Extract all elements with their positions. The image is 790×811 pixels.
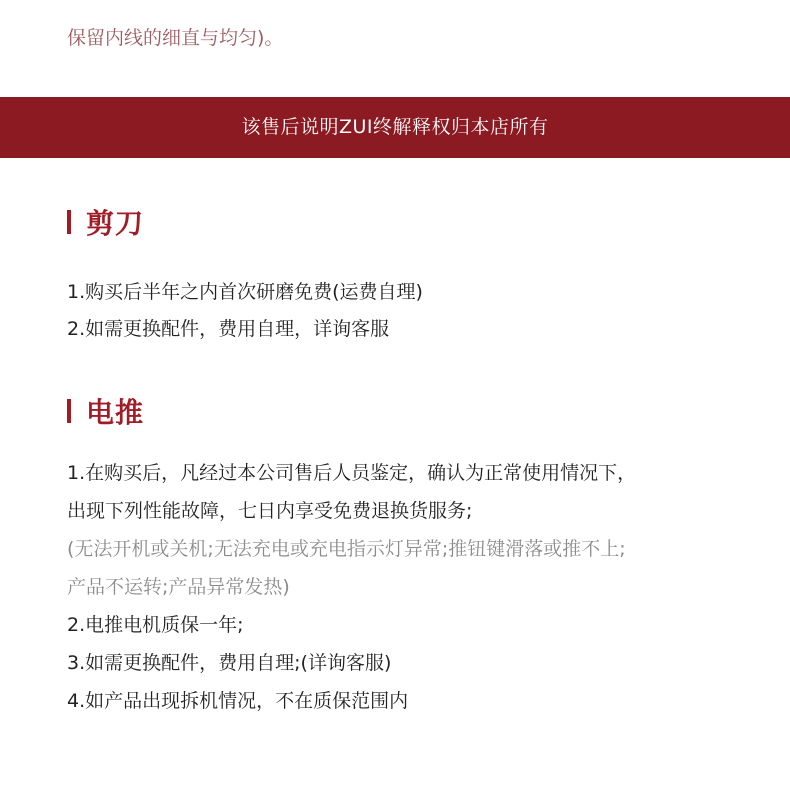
pusher-line-1: 1.在购买后，凡经过本公司售后人员鉴定，确认为正常使用情况下， bbox=[67, 462, 637, 484]
pusher-line-7: 4.如产品出现拆机情况，不在质保范围内 bbox=[67, 690, 409, 712]
heading-text: 电推 bbox=[86, 396, 145, 429]
section-heading-scissors bbox=[67, 202, 144, 242]
heading-accent-bar bbox=[67, 399, 71, 423]
pusher-line-3: (无法开机或关机;无法充电或充电指示灯异常;推钮键滑落或推不上; bbox=[67, 538, 626, 560]
pusher-line-4: 产品不运转;产品异常发热) bbox=[67, 576, 290, 598]
notice-banner: 该售后说明ZUI终解释权归本店所有 bbox=[0, 97, 790, 158]
heading-accent-bar bbox=[67, 210, 71, 234]
section-heading-pusher bbox=[67, 391, 144, 431]
intro-cut-line bbox=[67, 0, 599, 9]
scissors-line-1: 1.购买后半年之内首次研磨免费(运费自理) bbox=[67, 281, 423, 303]
heading-text: 剪刀 bbox=[86, 207, 145, 240]
scissors-line-2: 2.如需更换配件，费用自理，详询客服 bbox=[67, 318, 390, 340]
pusher-line-6: 3.如需更换配件，费用自理;(详询客服) bbox=[67, 652, 392, 674]
intro-line: 保留内线的细直与均匀)。 bbox=[67, 27, 284, 49]
pusher-line-2: 出现下列性能故障，七日内享受免费退换货服务; bbox=[67, 500, 473, 522]
pusher-line-5: 2.电推电机质保一年; bbox=[67, 614, 244, 636]
